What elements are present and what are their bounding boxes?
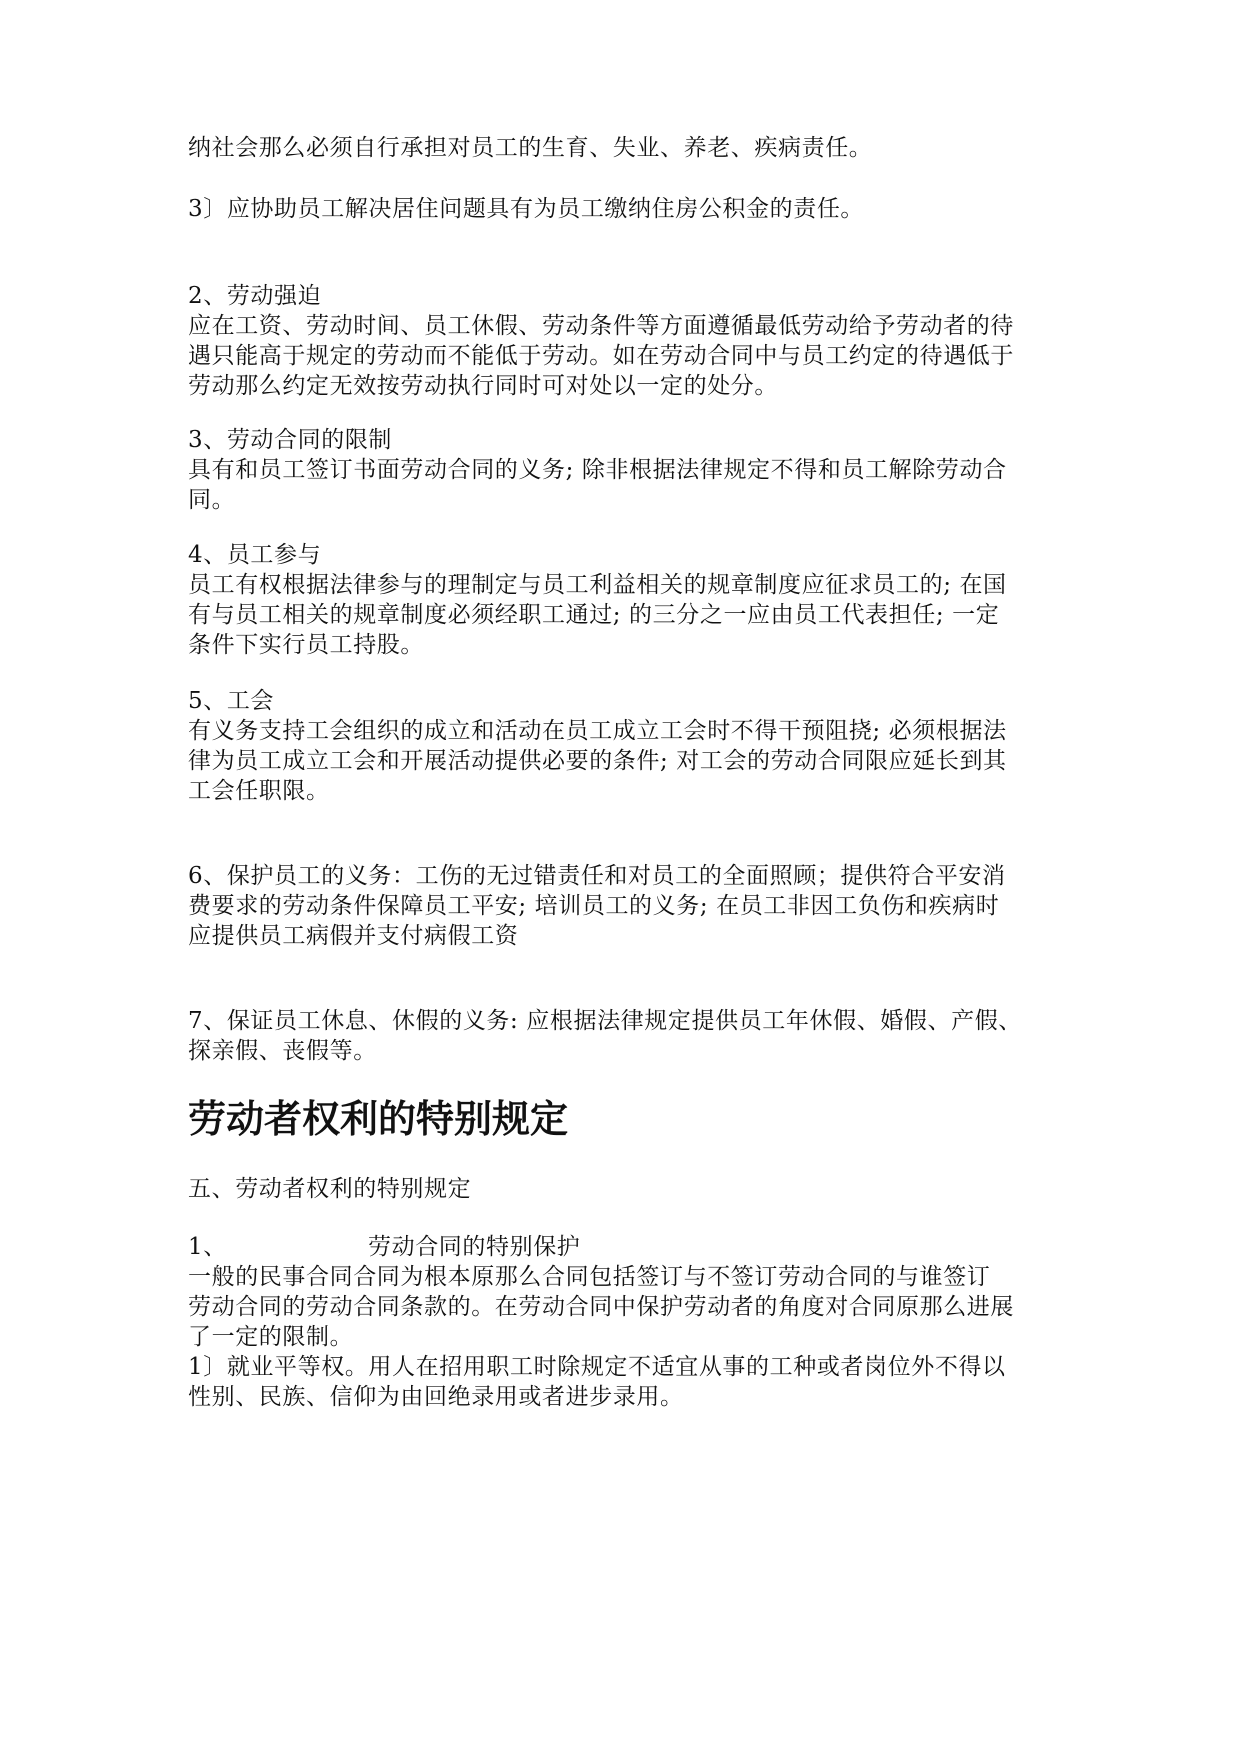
paragraph-line: 同。 — [188, 487, 236, 513]
paragraph-line: 律为员工成立工会和开展活动提供必要的条件; 对工会的劳动合同限应延长到其 — [188, 748, 1007, 774]
item-title-line — [188, 1232, 580, 1262]
paragraph-line: 探亲假、丧假等。 — [188, 1038, 377, 1064]
paragraph-line: 应提供员工病假并支付病假工资 — [188, 923, 519, 949]
paragraph-line: 劳动合同的劳动合同条款的。在劳动合同中保护劳动者的角度对合同原那么进展 — [188, 1294, 1014, 1320]
paragraph-line: 劳动那么约定无效按劳动执行同时可对处以一定的处分。 — [188, 373, 778, 399]
paragraph-line: 应在工资、劳动时间、员工休假、劳动条件等方面遵循最低劳动给予劳动者的待 — [188, 313, 1014, 339]
paragraph-line: 一般的民事合同合同为根本原那么合同包括签订与不签订劳动合同的与谁签订 — [188, 1264, 991, 1290]
section-title: 2、劳动强迫 — [188, 283, 322, 309]
paragraph-line: 费要求的劳动条件保障员工平安; 培训员工的义务; 在员工非因工负伤和疾病时 — [188, 893, 1000, 919]
paragraph-line: 有与员工相关的规章制度必须经职工通过; 的三分之一应由员工代表担任; 一定 — [188, 602, 1000, 628]
paragraph-line: 条件下实行员工持股。 — [188, 632, 424, 658]
paragraph-line: 1〕就业平等权。用人在招用职工时除规定不适宜从事的工种或者岗位外不得以 — [188, 1354, 1006, 1380]
section-title: 3、劳动合同的限制 — [188, 427, 393, 453]
item-number: 1、 — [188, 1234, 227, 1260]
paragraph-line: 3〕应协助员工解决居住问题具有为员工缴纳住房公积金的责任。 — [188, 196, 865, 222]
item-title: 劳动合同的特别保护 — [368, 1234, 581, 1260]
paragraph-line: 7、保证员工休息、休假的义务: 应根据法律规定提供员工年休假、婚假、产假、 — [188, 1008, 1022, 1034]
paragraph-line: 性别、民族、信仰为由回绝录用或者进步录用。 — [188, 1384, 684, 1410]
section-title: 5、工会 — [188, 688, 275, 714]
paragraph-line: 具有和员工签订书面劳动合同的义务; 除非根据法律规定不得和员工解除劳动合 — [188, 457, 1007, 483]
paragraph-line: 员工有权根据法律参与的理制定与员工利益相关的规章制度应征求员工的; 在国 — [188, 572, 1007, 598]
paragraph-line: 工会任职限。 — [188, 778, 330, 804]
paragraph-line: 遇只能高于规定的劳动而不能低于劳动。如在劳动合同中与员工约定的待遇低于 — [188, 343, 1014, 369]
section-heading: 劳动者权利的特别规定 — [188, 1097, 569, 1141]
document-page — [188, 0, 1058, 1754]
paragraph-line: 了一定的限制。 — [188, 1324, 354, 1350]
section-title: 4、员工参与 — [188, 542, 322, 568]
subheading: 五、劳动者权利的特别规定 — [188, 1176, 472, 1202]
paragraph-line: 有义务支持工会组织的成立和活动在员工成立工会时不得干预阻挠; 必须根据法 — [188, 718, 1007, 744]
paragraph-line: 6、保护员工的义务：工伤的无过错责任和对员工的全面照顾；提供符合平安消 — [188, 863, 1006, 889]
paragraph-line: 纳社会那么必须自行承担对员工的生育、失业、养老、疾病责任。 — [188, 135, 873, 161]
